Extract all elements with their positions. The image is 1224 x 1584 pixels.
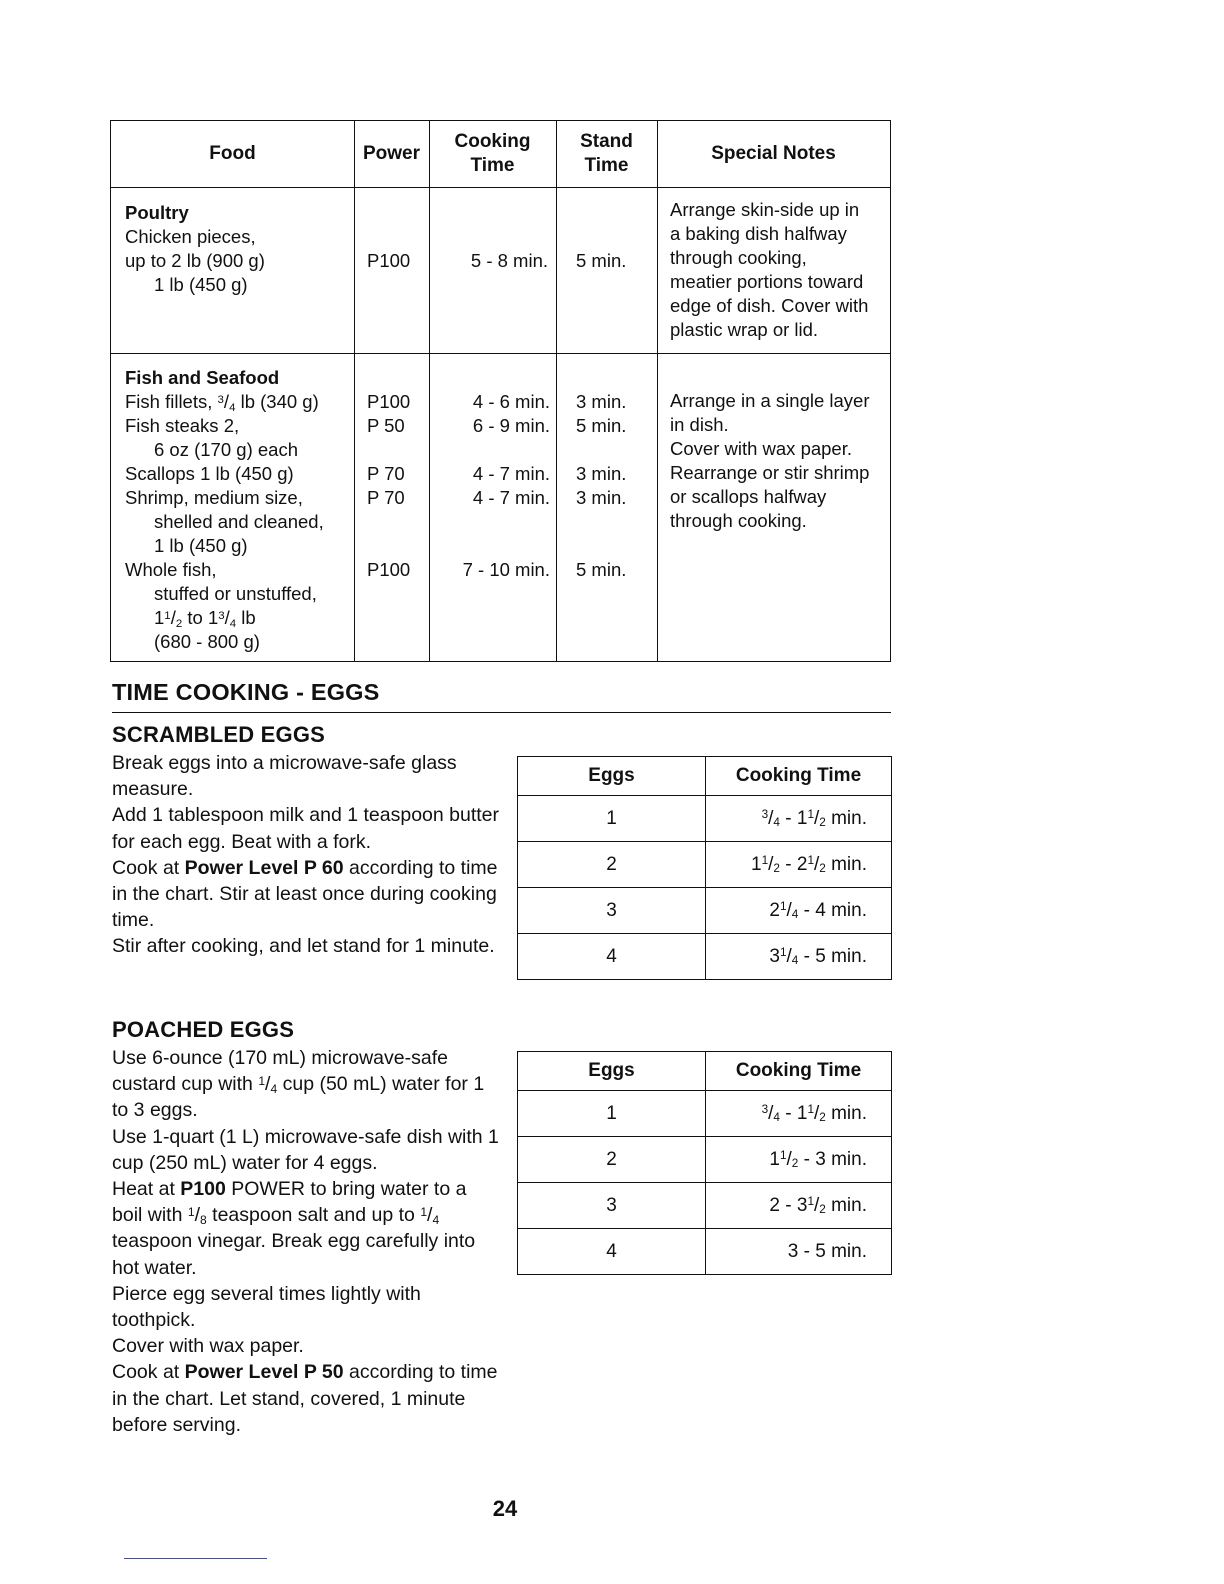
- fraction-numerator: 1: [164, 609, 171, 622]
- text: Cook at: [112, 856, 185, 879]
- power-value: P 70: [367, 463, 405, 484]
- eggs-count: 4: [518, 934, 706, 980]
- footer-rule: [124, 1558, 267, 1559]
- power-value: P100: [367, 559, 411, 580]
- text: min.: [825, 853, 867, 875]
- eggs-count: 2: [518, 1137, 706, 1183]
- eggs-count: 1: [518, 796, 706, 842]
- column-divider: [556, 121, 557, 661]
- instruction: Add 1 tablespoon milk and 1 teaspoon butter for each egg. Beat with a fork.: [112, 804, 500, 853]
- fraction-numerator: 3: [217, 393, 224, 406]
- cooking-time-range: $^3/_4 - 1^1/_2$ min.: [706, 796, 892, 842]
- text: min.: [825, 1148, 867, 1170]
- fraction-numerator: 1: [779, 946, 787, 960]
- power-level: Power Level P 50: [184, 1361, 344, 1384]
- stand-time-value: 5 min.: [576, 559, 627, 580]
- table-row: [518, 796, 892, 842]
- header-food: Food: [209, 143, 256, 164]
- text: POWER to bring water to a boil with: [112, 1178, 467, 1227]
- text: 1: [207, 607, 219, 628]
- text: teaspoon salt and up to: [206, 1204, 421, 1227]
- scrambled-instructions: [112, 750, 502, 960]
- power-level: Power Level P 60: [184, 856, 344, 879]
- food-line: 6 oz (170 g) each: [154, 439, 298, 460]
- fraction-denominator: 4: [270, 1082, 278, 1097]
- poached-instructions: [112, 1045, 502, 1438]
- table-row: [518, 888, 892, 934]
- table-row: [518, 1183, 892, 1229]
- text: -: [779, 807, 797, 829]
- food-line: Shrimp, medium size,: [125, 487, 303, 508]
- fraction-denominator: 2: [819, 1111, 826, 1125]
- fraction-numerator: 1: [779, 900, 787, 914]
- text: Use 6-ounce (170 mL) microwave-safe custard cup with: [112, 1047, 448, 1096]
- header-cooking-time: [429, 121, 556, 187]
- text: -: [798, 945, 816, 967]
- page-number: 24: [492, 1496, 518, 1521]
- header-eggs: Eggs: [518, 757, 706, 796]
- fraction-denominator: 2: [819, 816, 826, 830]
- text: -: [798, 1240, 816, 1262]
- power-level: P100: [180, 1178, 226, 1201]
- row-divider: [111, 353, 890, 354]
- text: 1: [769, 1148, 780, 1170]
- cooking-time-range: $1^1/_2 - 3$ min.: [706, 1137, 892, 1183]
- instruction: Cover with wax paper.: [112, 1335, 304, 1358]
- note-line: Arrange in a single layer: [670, 390, 870, 411]
- power-value: P100: [367, 391, 411, 412]
- cooking-time-value: 4 - 7 min.: [472, 487, 550, 508]
- header-line: Time: [470, 155, 515, 176]
- cooking-time-value: 6 - 9 min.: [472, 415, 550, 436]
- header-cooking-time: Cooking Time: [706, 757, 892, 796]
- text: min.: [825, 1240, 867, 1262]
- text: min.: [825, 1194, 867, 1216]
- note-line: through cooking.: [670, 510, 807, 531]
- text: -: [779, 1102, 797, 1124]
- text: min.: [825, 945, 867, 967]
- instruction: Use 6-ounce (170 mL) microwave-safe custard cup with $^1/_4$ cup (50 mL) water for 1 to 3 eggs.: [112, 1047, 485, 1122]
- text: 1: [751, 853, 762, 875]
- eggs-count: 4: [518, 1229, 706, 1275]
- power-value: P100: [367, 250, 411, 271]
- eggs-count: 2: [518, 842, 706, 888]
- fraction-numerator: 1: [258, 1073, 266, 1088]
- text: -: [798, 899, 816, 921]
- note-line: Rearrange or stir shrimp: [670, 462, 870, 483]
- note-line: through cooking,: [670, 247, 807, 268]
- fraction-denominator: 2: [175, 617, 183, 630]
- fraction-numerator: 3: [761, 808, 769, 822]
- header-cooking-time: Cooking Time: [706, 1052, 892, 1091]
- section-title: TIME COOKING - EGGS: [112, 679, 380, 705]
- cooking-time-value: 4 - 6 min.: [472, 391, 550, 412]
- stand-time-value: 5 min.: [576, 415, 627, 436]
- text: min.: [825, 807, 867, 829]
- poached-title: POACHED EGGS: [112, 1017, 295, 1042]
- text: 5: [815, 1240, 826, 1262]
- food-line: up to 2 lb (900 g): [125, 250, 265, 271]
- fraction-numerator: 1: [807, 1195, 814, 1209]
- cooking-time-value: 4 - 7 min.: [472, 463, 550, 484]
- table-row: [518, 1137, 892, 1183]
- text: Fish fillets,: [125, 391, 218, 412]
- note-line: Cover with wax paper.: [670, 438, 853, 459]
- power-value: P 50: [367, 415, 405, 436]
- text: min.: [825, 899, 867, 921]
- food-line-fish-fillets: Fish fillets, $^3/_4$ lb (340 g): [125, 391, 319, 414]
- fraction-numerator: 1: [807, 808, 814, 822]
- food-line: 1 lb (450 g): [154, 535, 248, 556]
- food-line: Whole fish,: [125, 559, 217, 580]
- table-header-row: [518, 1052, 892, 1091]
- text: lb (340 g): [235, 391, 319, 412]
- fraction-denominator: 4: [229, 617, 237, 630]
- fraction-denominator: 4: [791, 908, 799, 922]
- fraction-denominator: 8: [200, 1213, 207, 1228]
- food-line: Scallops 1 lb (450 g): [125, 463, 294, 484]
- table-row: [518, 1229, 892, 1275]
- text: min.: [825, 1102, 867, 1124]
- header-special-notes: Special Notes: [711, 143, 836, 164]
- instruction: Heat at P100 POWER to bring water to a boil with $^1/_8$ teaspoon salt and up to $^1/_4$ teaspoon vinegar. Break egg carefully into hot water.: [112, 1178, 476, 1279]
- stand-time-value: 3 min.: [576, 463, 627, 484]
- table-row: [518, 842, 892, 888]
- cooking-chart-table: [110, 120, 891, 662]
- category-fish-seafood: Fish and Seafood: [125, 367, 280, 388]
- note-line: Arrange skin-side up in: [670, 199, 860, 220]
- note-line: plastic wrap or lid.: [670, 319, 819, 340]
- column-divider: [657, 121, 658, 661]
- instruction: Use 1-quart (1 L) microwave-safe dish with 1 cup (250 mL) water for 4 eggs.: [112, 1125, 499, 1174]
- instruction: Break eggs into a microwave-safe glass measure.: [112, 752, 457, 801]
- text: 2: [796, 853, 808, 875]
- fraction-numerator: 1: [761, 854, 769, 868]
- text: -: [798, 1148, 816, 1170]
- fraction-denominator: 4: [432, 1213, 440, 1228]
- text: 3: [787, 1240, 799, 1262]
- row-divider: [111, 187, 890, 188]
- note-line: edge of dish. Cover with: [670, 295, 869, 316]
- poached-eggs-table: [517, 1051, 892, 1275]
- fraction-denominator: 2: [819, 862, 826, 876]
- text: 5: [815, 945, 826, 967]
- scrambled-title: SCRAMBLED EGGS: [112, 722, 326, 747]
- instruction: Pierce egg several times lightly with toothpick.: [112, 1282, 421, 1332]
- cooking-time-range: $1^1/_2 - 2^1/_2$ min.: [706, 842, 892, 888]
- text: according to time in the chart. Let stand, covered, 1 minute before serving.: [112, 1361, 498, 1436]
- fraction-denominator: 4: [773, 816, 780, 830]
- fraction-numerator: 1: [420, 1204, 428, 1219]
- fraction-denominator: 4: [229, 401, 236, 414]
- fraction-denominator: 2: [791, 1157, 799, 1171]
- eggs-count: 1: [518, 1091, 706, 1137]
- fraction-numerator: 1: [779, 1149, 787, 1163]
- instruction: Stir after cooking, and let stand for 1 minute.: [112, 935, 495, 958]
- fraction-numerator: 3: [761, 1103, 769, 1117]
- cooking-time-range: [706, 1229, 892, 1275]
- fraction-numerator: 1: [807, 1103, 814, 1117]
- scrambled-eggs-table: [517, 756, 892, 980]
- food-line: Chicken pieces,: [125, 226, 256, 247]
- header-power: Power: [362, 143, 421, 164]
- food-line-whole-range: $1^1/_2$ to $1^3/_4$ lb: [154, 607, 256, 630]
- header-eggs: Eggs: [518, 1052, 706, 1091]
- fraction-denominator: 2: [819, 1203, 826, 1217]
- cooking-time-range: $3^1/_4 - 5$ min.: [706, 934, 892, 980]
- category-poultry: Poultry: [125, 202, 189, 223]
- table-header-row: [518, 757, 892, 796]
- text: Heat at: [112, 1178, 181, 1201]
- text: lb: [236, 607, 256, 628]
- text: Cook at: [112, 1361, 185, 1384]
- cooking-time-range: $^3/_4 - 1^1/_2$ min.: [706, 1091, 892, 1137]
- text: 1: [154, 607, 165, 628]
- text: cup (50 mL) water for 1 to 3 eggs.: [112, 1073, 485, 1122]
- eggs-count: 3: [518, 1183, 706, 1229]
- text: teaspoon vinegar. Break egg carefully into hot water.: [112, 1230, 476, 1279]
- text: 2: [769, 1194, 780, 1216]
- note-line: a baking dish halfway: [670, 223, 847, 244]
- instruction: [112, 855, 502, 934]
- text: 3: [815, 1148, 826, 1170]
- note-line: or scallops halfway: [670, 486, 827, 507]
- text: -: [779, 1194, 797, 1216]
- cooking-time-value: 7 - 10 min.: [462, 559, 550, 580]
- cooking-time-range: $2 - 3^1/_2$ min.: [706, 1183, 892, 1229]
- fraction-denominator: 2: [773, 862, 780, 876]
- fraction-denominator: 4: [773, 1111, 780, 1125]
- header-line: Time: [584, 155, 629, 176]
- fraction-numerator: 3: [218, 609, 225, 622]
- column-divider: [354, 121, 355, 661]
- food-line: 1 lb (450 g): [154, 274, 248, 295]
- header-line: Stand: [580, 131, 633, 152]
- header-stand-time: [556, 121, 657, 187]
- text: according to time in the chart. Stir at least once during cooking time.: [112, 856, 498, 932]
- text: -: [779, 853, 797, 875]
- cooking-time-value: 5 - 8 min.: [470, 250, 548, 271]
- text: 4: [815, 899, 826, 921]
- stand-time-value: 3 min.: [576, 487, 627, 508]
- food-line: stuffed or unstuffed,: [154, 583, 317, 604]
- section-rule: [112, 712, 891, 713]
- food-line: shelled and cleaned,: [154, 511, 324, 532]
- text: 2: [769, 899, 780, 921]
- header-line: Cooking: [454, 131, 531, 152]
- text: 3: [769, 945, 780, 967]
- text: 1: [796, 807, 808, 829]
- text: 3: [796, 1194, 808, 1216]
- instruction: [112, 1359, 502, 1438]
- food-line: (680 - 800 g): [154, 631, 260, 652]
- fraction-numerator: 1: [187, 1204, 195, 1219]
- stand-time-value: 3 min.: [576, 391, 627, 412]
- table-row: [518, 934, 892, 980]
- food-line: Fish steaks 2,: [125, 415, 240, 436]
- note-line: in dish.: [670, 414, 729, 435]
- eggs-count: 3: [518, 888, 706, 934]
- text: 1: [796, 1102, 808, 1124]
- power-value: P 70: [367, 487, 405, 508]
- note-line: meatier portions toward: [670, 271, 864, 292]
- stand-time-value: 5 min.: [576, 250, 627, 271]
- fraction-denominator: 4: [791, 954, 799, 968]
- cooking-time-range: $2^1/_4 - 4$ min.: [706, 888, 892, 934]
- text: to: [182, 607, 208, 628]
- fraction-numerator: 1: [807, 854, 814, 868]
- table-row: [518, 1091, 892, 1137]
